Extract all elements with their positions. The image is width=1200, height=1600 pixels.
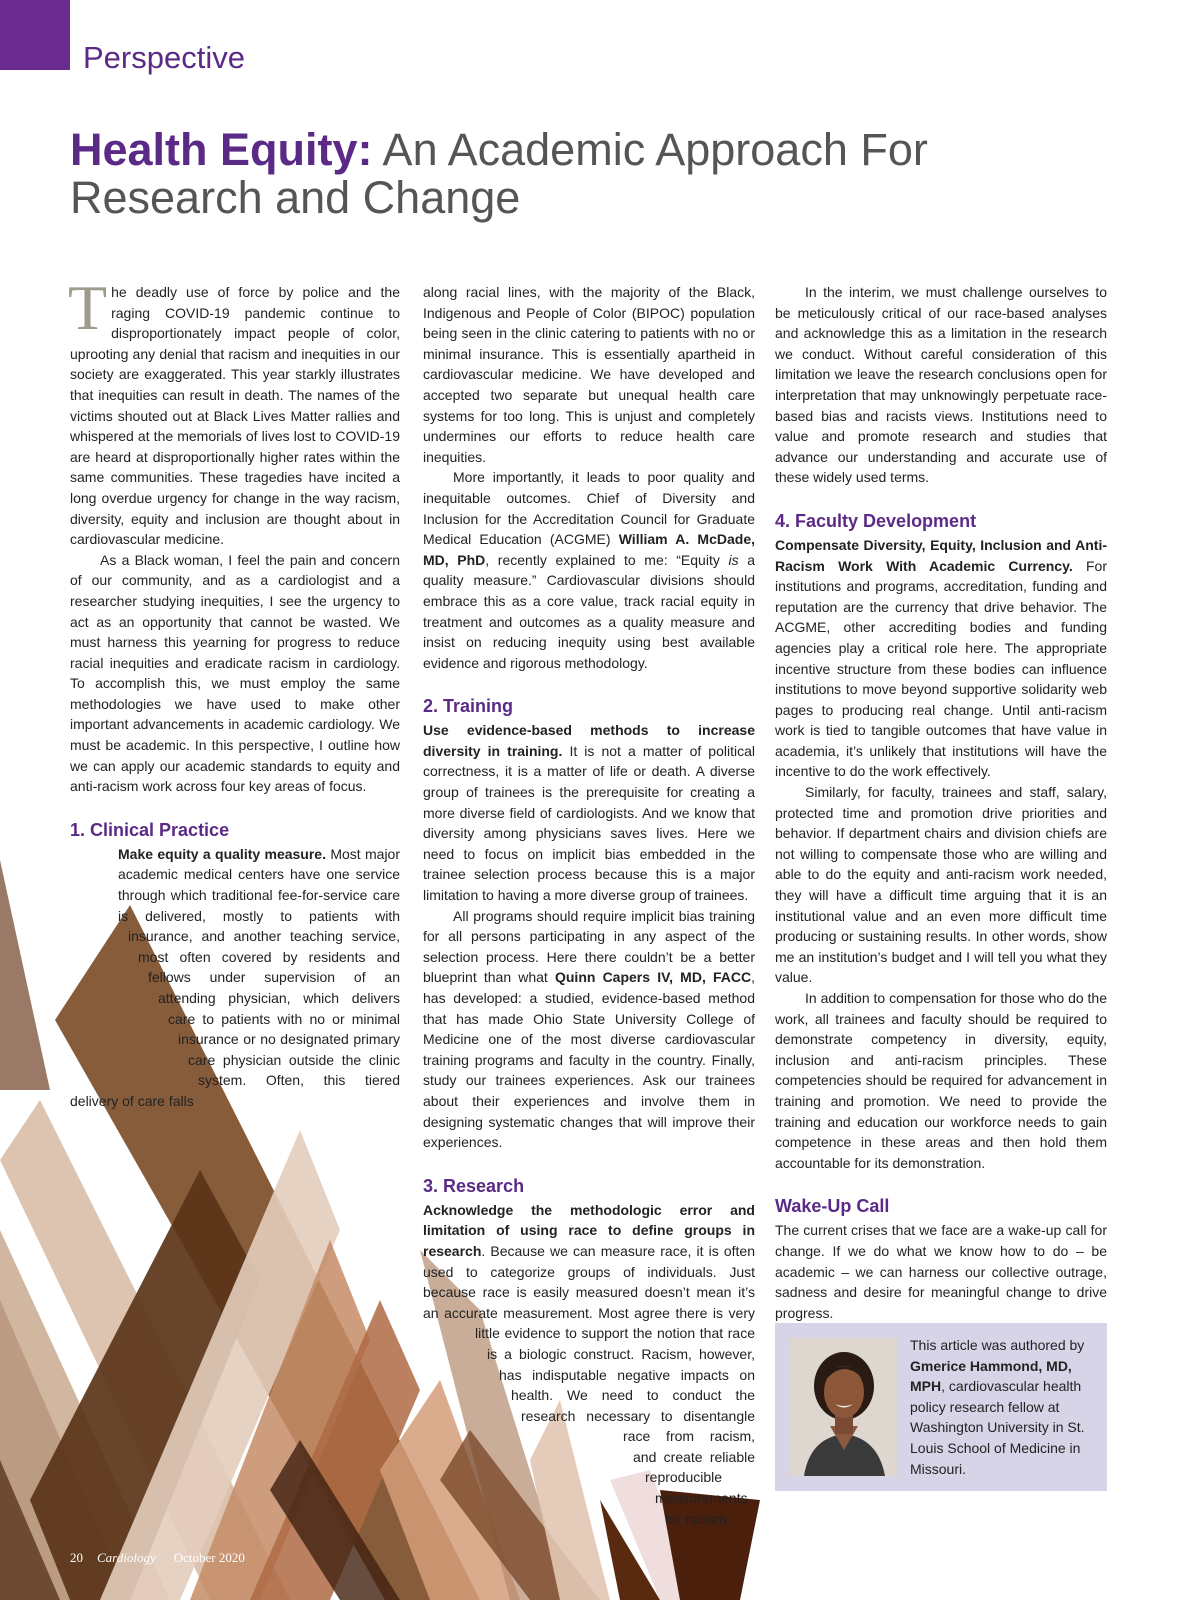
- title-lead: Health Equity:: [70, 124, 373, 175]
- title-rest: An Academic Approach For Research and Change: [70, 124, 928, 223]
- wake-up-text: The current crises that we face are a wake-up call for change. If we do what we know how to do – be academic – we can harness our collective outrage, sadness and desire for meaningful change to drive progress.: [775, 1222, 1107, 1321]
- heading-faculty-development: 4. Faculty Development: [775, 510, 977, 531]
- faculty-text: [775, 535, 1107, 782]
- section-label: Perspective: [83, 40, 245, 75]
- bio-details: , cardiovascular health policy research fellow at Washington University in St. Louis School of Medicine in Missouri.: [910, 1378, 1085, 1477]
- magazine-name: Cardiology: [97, 1550, 156, 1565]
- research-text: [423, 1200, 755, 1530]
- person-name: Quinn Capers IV, MD, FACC: [554, 969, 752, 986]
- person-name: William A. McDade, MD, PhD: [423, 531, 756, 568]
- paragraph-2: As a Black woman, I feel the pain and concern of our community, and as a cardiologist and a researcher studying inequities, I see the urgency to act as an opportunity that cannot be wasted. We must harness this yearning for progress to reduce racial inequities and eradicate racism in cardiology. To accomplish this, we must employ the same methodologies we have used to make other important advancements in academic cardiology. We must be academic. In this perspective, I outline how we can apply our academic standards to equity and anti-racism work across four key areas of focus.: [70, 551, 400, 795]
- training-text-2: [423, 906, 755, 1153]
- clinical-practice-body: Most major academic medical centers have one service through which traditional fee-for-service care is delivered, mostly to patients with insurance, and another teaching service, most often covered by residents and fellows under supervision of an attending physician, which delivers care to patients with no or minimal insurance or no designated primary care physician outside the clinic system. Often, this tiered delivery of care falls: [70, 845, 400, 1109]
- author-photo: [790, 1338, 897, 1476]
- clinical-practice-text: [70, 844, 400, 1112]
- heading-clinical-practice: 1. Clinical Practice: [70, 819, 230, 840]
- training-text: [423, 720, 755, 905]
- paragraph-col2-1: along racial lines, with the majority of the Black, Indigenous and People of Color (BIPOC) population being seen in the clinic catering to patients with no or minimal insurance. This is essentially apartheid in cardiovascular medicine. We have developed and accepted two separate but unequal health care systems for too long. This is unjust and completely undermines our efforts to reduce health care inequities.: [423, 284, 755, 465]
- heading-wake-up-call: Wake-Up Call: [775, 1196, 890, 1217]
- page-number: 20: [70, 1550, 83, 1565]
- text-run: a quality measure.” Cardiovascular divisions should embrace this as a core value, track racial equity in treatment and outcomes as a quality measure and insist on reducing inequity using best available evidence and rigorous methodology.: [423, 551, 755, 671]
- paragraph-col2-2: [423, 467, 755, 673]
- author-bio-text: [910, 1335, 1100, 1479]
- drop-cap: T: [68, 272, 108, 343]
- emphasis: is: [728, 551, 739, 568]
- research-lead: Acknowledge the methodologic error and limitation of using race to define groups in research: [423, 1201, 755, 1259]
- clinical-practice-lead: Make equity a quality measure.: [118, 845, 326, 862]
- text-run: More importantly, it leads to poor quality and inequitable outcomes. Chief of Diversity and Inclusion for the Accreditation Council for Graduate Medical Education (ACGME): [423, 469, 755, 548]
- article-column-2: [423, 282, 755, 1529]
- issue-date: October 2020: [173, 1550, 245, 1565]
- faculty-body: For institutions and programs, accreditation, funding and reputation are the currency that drive behavior. The ACGME, other accrediting bodies and funding agencies play a critical role here. The appropriate incentive structure from these bodies can influence institutions to move beyond supportive solidarity web pages to producing real change. Until anti-racism work is tied to tangible outcomes that have value in academia, it’s unlikely that institutions will have the incentive to do the work effectively.: [775, 557, 1107, 780]
- heading-training: 2. Training: [423, 696, 514, 717]
- text-run: , recently explained to me: “Equity: [485, 551, 729, 568]
- paragraph-intro: [68, 272, 400, 550]
- article-column-1: [68, 272, 400, 1112]
- intro-text: he deadly use of force by police and the raging COVID-19 pandemic continue to disproportionately impact people of color, uprooting any denial that racism and inequities in our society are exaggerated. This year starkly illustrates that inequities can result in death. The names of the victims shouted out at Black Lives Matter rallies and whispered at the memorials of lives lost to COVID-19 are heard at disproportionally higher rates within the same communities. These tragedies have incited a long overdue urgency for change in the way racism, diversity, equity and inclusion are thought about in cardiovascular medicine.: [70, 284, 400, 548]
- faculty-text-2: Similarly, for faculty, trainees and staff, salary, protected time and promotion drive priorities and behavior. If department chairs and division chiefs are not willing to compensate those who are willing and able to do the equity and anti-racism work needed, they will have a difficult time arguing that it is an institutional value and an even more difficult time producing or sustaining results. In other words, show me an institution’s budget and I will tell you what they value.: [775, 784, 1107, 986]
- faculty-text-3: In addition to compensation for those who do the work, all trainees and faculty should be required to demonstrate competency in diversity, equity, inclusion and anti-racism principles. These competencies should be required for advancement in training and promotion. We need to provide the training and education our workforce needs to gain competence in these areas and then hold them accountable for its demonstration.: [775, 990, 1107, 1171]
- bio-intro: This article was authored by: [910, 1337, 1085, 1353]
- article-column-3: [775, 282, 1107, 1323]
- faculty-lead: Compensate Diversity, Equity, Inclusion and Anti-Racism Work With Academic Currency.: [775, 536, 1107, 574]
- paragraph-col3-1: In the interim, we must challenge ourselves to be meticulously critical of our race-based analyses and acknowledge this as a limitation in the research we conduct. Without careful consideration of this limitation we leave the research conclusions open for interpretation that may unknowingly perpetuate race-based bias and racists views. Institutions need to value and promote research and studies that advance our understanding and accurate use of these widely used terms.: [775, 284, 1107, 486]
- page-footer: [70, 1550, 245, 1566]
- text-run: , has developed: a studied, evidence-based method that has made Ohio State University College of Medicine one of the most diverse cardiovascular training programs and faculty in the country. Finally, study our trainees experiences. Ask our trainees about their experiences and involve them in designing systematic changes that will improve their experiences.: [423, 969, 755, 1151]
- article-title: [70, 126, 1130, 222]
- research-body: . Because we can measure race, it is often used to categorize groups of individuals. Just because race is easily measured doesn’t mean it’s an accurate measurement. Most agree there is very little evidence to support the notion that race is a biologic construct. Racism, however, has indisputable negative impacts on health. We need to conduct the research necessary to disentangle race from racism, and create reliable reproducible measurements for racism.: [423, 1242, 755, 1527]
- training-body: It is not a matter of political correctness, it is a matter of life or death. A diverse group of trainees is the prerequisite for creating a more diverse field of cardiologists. And we know that diversity among physicians saves lives. Here we need to focus on implicit bias embedded in the trainee selection process because this is a major limitation to having a more diverse group of trainees.: [423, 742, 755, 904]
- training-lead: Use evidence-based methods to increase diversity in training.: [423, 722, 755, 759]
- section-color-block: [0, 0, 70, 70]
- author-name: Gmerice Hammond, MD, MPH: [910, 1357, 1072, 1395]
- text-run: All programs should require implicit bias training for all persons participating in any aspect of the selection process. Here there couldn’t be a better blueprint than what: [423, 907, 755, 986]
- heading-research: 3. Research: [423, 1175, 525, 1196]
